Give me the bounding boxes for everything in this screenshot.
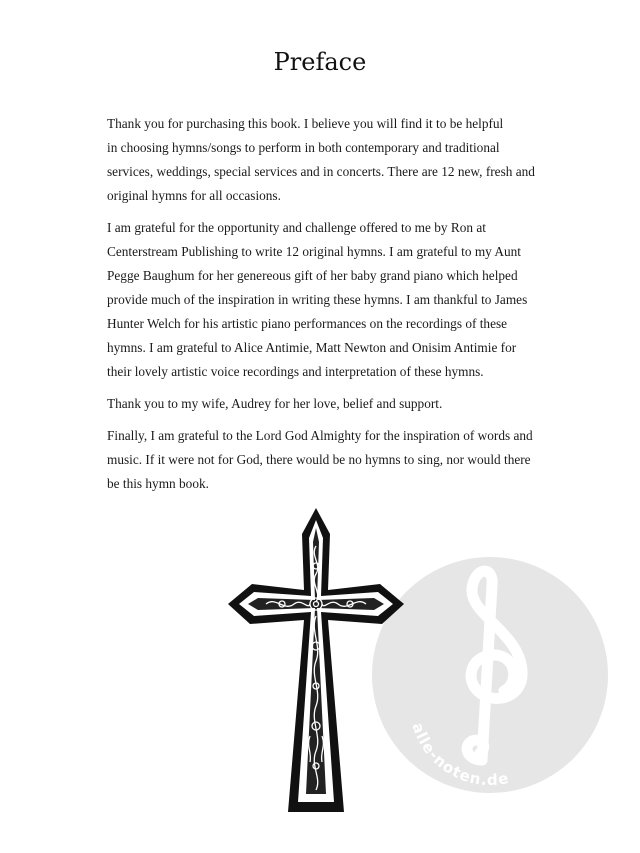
paragraph-1 [107, 112, 539, 208]
text-line: original hymns for all occasions. [107, 188, 281, 203]
text-line: I am grateful for the opportunity and challenge offered to me by Ron at [107, 220, 486, 235]
ornate-cross-illustration [226, 506, 406, 816]
paragraph-2 [107, 216, 539, 384]
text-line: Thank you to my wife, Audrey for her love, belief and support. [107, 396, 443, 411]
text-line: services, weddings, special services and in concerts. There are 12 new, fresh and [107, 164, 535, 179]
paragraph-3 [107, 392, 539, 416]
text-line: Hunter Welch for his artistic piano performances on the recordings of these [107, 316, 508, 331]
text-line: hymns. I am grateful to Alice Antimie, Matt Newton and Onisim Antimie for [107, 340, 517, 355]
watermark-text: alle-noten.de [408, 720, 511, 790]
text-line: Finally, I am grateful to the Lord God Almighty for the inspiration of words and [107, 428, 533, 443]
text-line: provide much of the inspiration in writing these hymns. I am thankful to James [107, 292, 528, 307]
text-line: Thank you for purchasing this book. I believe you will find it to be helpful [107, 116, 504, 131]
text-line: be this hymn book. [107, 476, 209, 491]
text-line: in choosing hymns/songs to perform in both contemporary and traditional [107, 140, 500, 155]
text-line: music. If it were not for God, there would be no hymns to sing, nor would there [107, 452, 531, 467]
text-line: Pegge Baughum for her genereous gift of her baby grand piano which helped [107, 268, 518, 283]
text-line: their lovely artistic voice recordings and interpretation of these hymns. [107, 364, 484, 379]
preface-body [107, 112, 539, 504]
paragraph-4 [107, 424, 539, 496]
text-line: Centerstream Publishing to write 12 original hymns. I am grateful to my Aunt [107, 244, 521, 259]
cross-icon [226, 506, 406, 816]
watermark-logo [370, 555, 610, 795]
page-title: Preface [273, 48, 367, 76]
